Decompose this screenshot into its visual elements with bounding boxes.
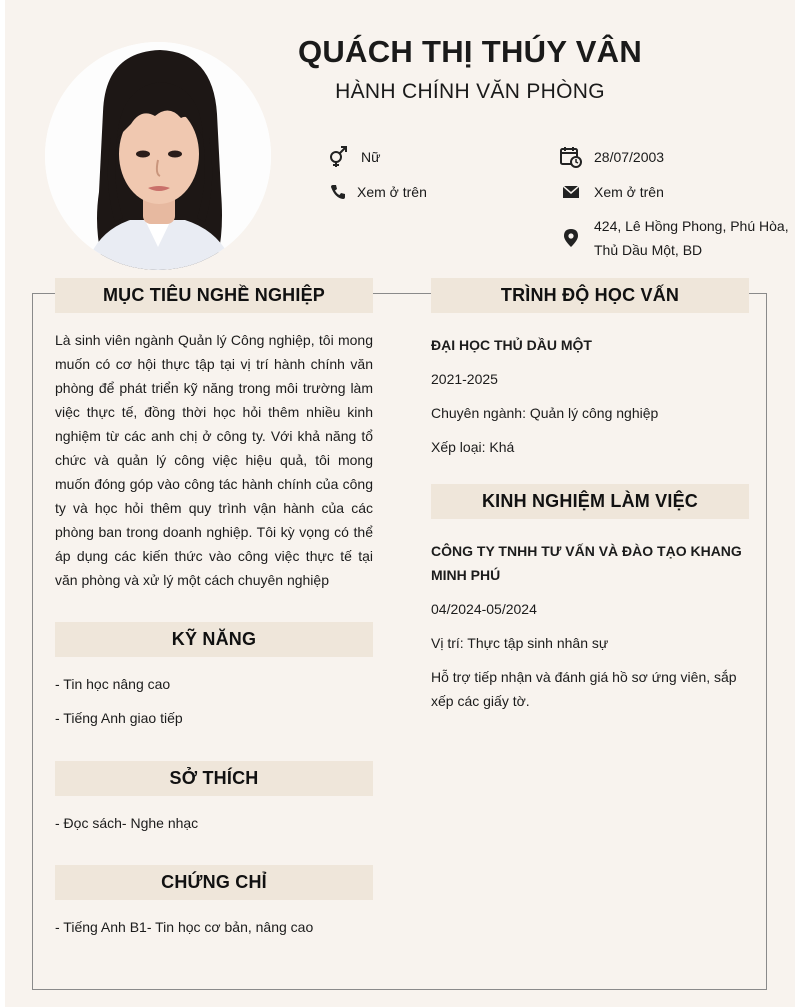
phone-icon [327,180,349,204]
experience-position: Vị trí: Thực tập sinh nhân sự [431,635,609,651]
email-value: Xem ở trên [594,184,664,200]
education-rank: Xếp loại: Khá [431,439,515,455]
skill-item: - Tin học nâng cao [55,676,171,692]
gender-icon [327,145,349,169]
portrait-illustration [45,42,271,270]
skills-heading: KỸ NĂNG [55,622,373,657]
gender-value: Nữ [361,149,381,165]
phone-value: Xem ở trên [357,184,427,200]
address-line-2: Thủ Dầu Một, BD [594,242,703,258]
objective-text: Là sinh viên ngành Quản lý Công nghiệp, tôi mong muốn có cơ hội thực tập tại vị trí hành chính văn phòng để phát triển kỹ năng trong môi trường làm việc thực tế, đồng thời học hỏi thêm nhiều kinh nghiệm từ các anh chị ở công ty. Với khả năng tổ chức và quản lý công việc hiệu quả, tôi mong muốn đóng góp vào công tác hành chính của công ty và học hỏi thêm quy trình vận hành của các phòng ban trong doanh nghiệp. Tôi kỳ vọng có thể áp dụng các kiến thức vào công việc thực tế tại văn phòng và xử lý một cách chuyên nghiệp [55,332,373,588]
company-name-line-1: CÔNG TY TNHH TƯ VẤN VÀ ĐÀO TẠO KHANG [431,543,742,559]
location-icon [560,214,582,262]
hobbies-text: - Đọc sách- Nghe nhạc [55,815,199,831]
address-text [594,214,789,262]
certificates-text: - Tiếng Anh B1- Tin học cơ bản, nâng cao [55,919,314,935]
address-line-1: 424, Lê Hồng Phong, Phú Hòa, [594,218,789,234]
education-major: Chuyên ngành: Quản lý công nghiệp [431,405,659,421]
email-info [560,180,664,204]
experience-desc-line-2: xếp các giấy tờ. [431,693,530,709]
phone-info [327,180,427,204]
certificates-heading: CHỨNG CHỈ [55,865,373,900]
job-title: HÀNH CHÍNH VĂN PHÒNG [335,80,605,103]
profile-photo [45,42,271,270]
full-name: QUÁCH THỊ THÚY VÂN [297,34,643,69]
experience-period: 04/2024-05/2024 [431,601,537,617]
dob-value: 28/07/2003 [594,149,665,165]
experience-desc-line-1: Hỗ trợ tiếp nhận và đánh giá hồ sơ ứng viên, sắp [431,669,737,685]
hobbies-heading: SỞ THÍCH [55,761,373,796]
skill-item: - Tiếng Anh giao tiếp [55,710,183,726]
cv-page [5,0,795,1007]
experience-heading: KINH NGHIỆM LÀM VIỆC [431,484,749,519]
education-heading: TRÌNH ĐỘ HỌC VẤN [431,278,749,313]
school-name: ĐẠI HỌC THỦ DẦU MỘT [431,337,592,353]
company-name-line-2: MINH PHÚ [431,567,501,583]
education-years: 2021-2025 [431,371,498,387]
address-info [560,214,789,262]
dob-info [560,145,664,169]
email-icon [560,180,582,204]
gender-info [327,145,380,169]
calendar-icon [560,145,582,169]
objective-heading: MỤC TIÊU NGHỀ NGHIỆP [55,278,373,313]
